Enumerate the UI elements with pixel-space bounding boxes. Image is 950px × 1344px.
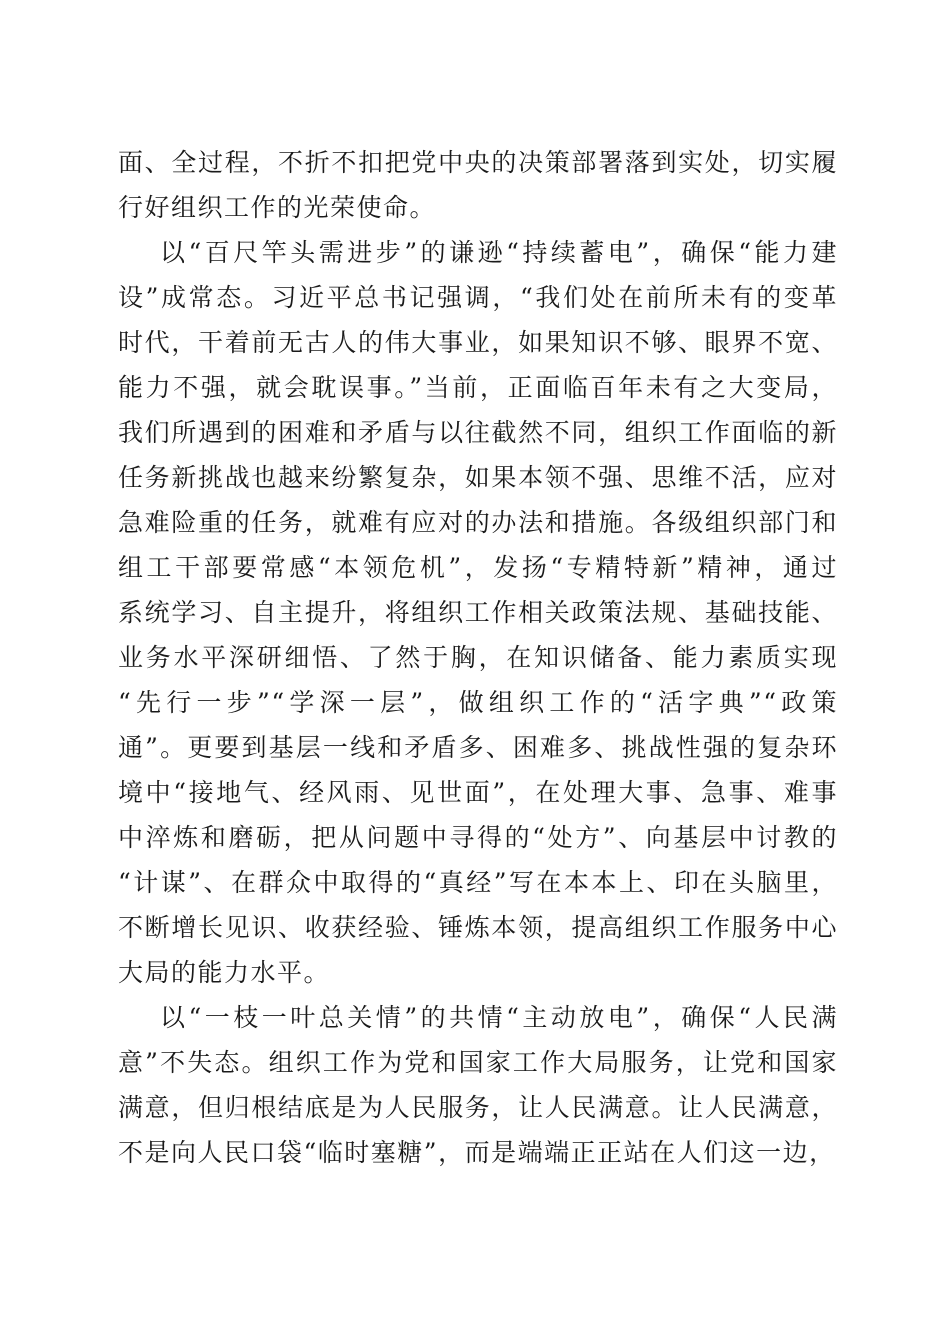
text-line-content: 面、全过程，不折不扣把党中央的决策部署落到实处，切实履 [118, 148, 838, 177]
text-line [118, 680, 838, 725]
text-line-content: 任务新挑战也越来纷繁复杂，如果本领不强、思维不活，应对 [118, 463, 838, 492]
text-line-content: 设”成常态。习近平总书记强调，“我们处在前所未有的变革 [118, 283, 838, 312]
paragraph [118, 230, 838, 995]
text-line-content: 不断增长见识、收获经验、锤炼本领，提高组织工作服务中心 [118, 913, 838, 942]
text-line-content: 满意，但归根结底是为人民服务，让人民满意。让人民满意， [118, 1093, 838, 1122]
text-line-content: 境中“接地气、经风雨、见世面”，在处理大事、急事、难事 [118, 778, 838, 807]
text-line-content: “计谋”、在群众中取得的“真经”写在本本上、印在头脑里， [118, 868, 838, 897]
text-line-content: 以“一枝一叶总关情”的共情“主动放电”，确保“人民满 [160, 1003, 838, 1032]
text-line [118, 905, 838, 950]
text-line [118, 770, 838, 815]
text-line [118, 230, 838, 275]
text-line-content: 组工干部要常感“本领危机”，发扬“专精特新”精神，通过 [118, 553, 838, 582]
text-line [118, 725, 838, 770]
text-line-content: 时代，干着前无古人的伟大事业，如果知识不够、眼界不宽、 [118, 328, 838, 357]
text-line-content: 不是向人民口袋“临时塞糖”，而是端端正正站在人们这一边， [118, 1138, 836, 1167]
paragraph [118, 995, 838, 1175]
text-line [118, 455, 838, 500]
text-line [118, 995, 838, 1040]
text-line [118, 1130, 838, 1175]
text-line [118, 500, 838, 545]
text-line [118, 815, 838, 860]
text-line-content: 行好组织工作的光荣使命。 [118, 193, 437, 222]
text-line [118, 950, 838, 995]
text-line-content: 能力不强，就会耽误事。”当前，正面临百年未有之大变局， [118, 373, 838, 402]
text-line-content: 意”不失态。组织工作为党和国家工作大局服务，让党和国家 [118, 1048, 838, 1077]
text-line-content: 中淬炼和磨砺，把从问题中寻得的“处方”、向基层中讨教的 [118, 823, 838, 852]
text-line-content: “先行一步”“学深一层”，做组织工作的“活字典”“政策 [118, 688, 838, 717]
text-line-content: 以“百尺竿头需进步”的谦逊“持续蓄电”，确保“能力建 [160, 238, 838, 267]
text-line [118, 860, 838, 905]
paragraph [118, 140, 838, 230]
text-line [118, 320, 838, 365]
text-line-content: 通”。更要到基层一线和矛盾多、困难多、挑战性强的复杂环 [118, 733, 838, 762]
text-line-content: 业务水平深研细悟、了然于胸，在知识储备、能力素质实现 [118, 643, 838, 672]
text-line [118, 140, 838, 185]
document-body [118, 140, 838, 1175]
text-line [118, 545, 838, 590]
text-line [118, 590, 838, 635]
text-line-content: 大局的能力水平。 [118, 958, 331, 987]
text-line-content: 系统学习、自主提升，将组织工作相关政策法规、基础技能、 [118, 598, 838, 627]
text-line [118, 365, 838, 410]
text-line-content: 急难险重的任务，就难有应对的办法和措施。各级组织部门和 [118, 508, 838, 537]
text-line [118, 1085, 838, 1130]
text-line-content: 我们所遇到的困难和矛盾与以往截然不同，组织工作面临的新 [118, 418, 838, 447]
text-line [118, 410, 838, 455]
text-line [118, 185, 838, 230]
text-line [118, 275, 838, 320]
text-line [118, 635, 838, 680]
text-line [118, 1040, 838, 1085]
